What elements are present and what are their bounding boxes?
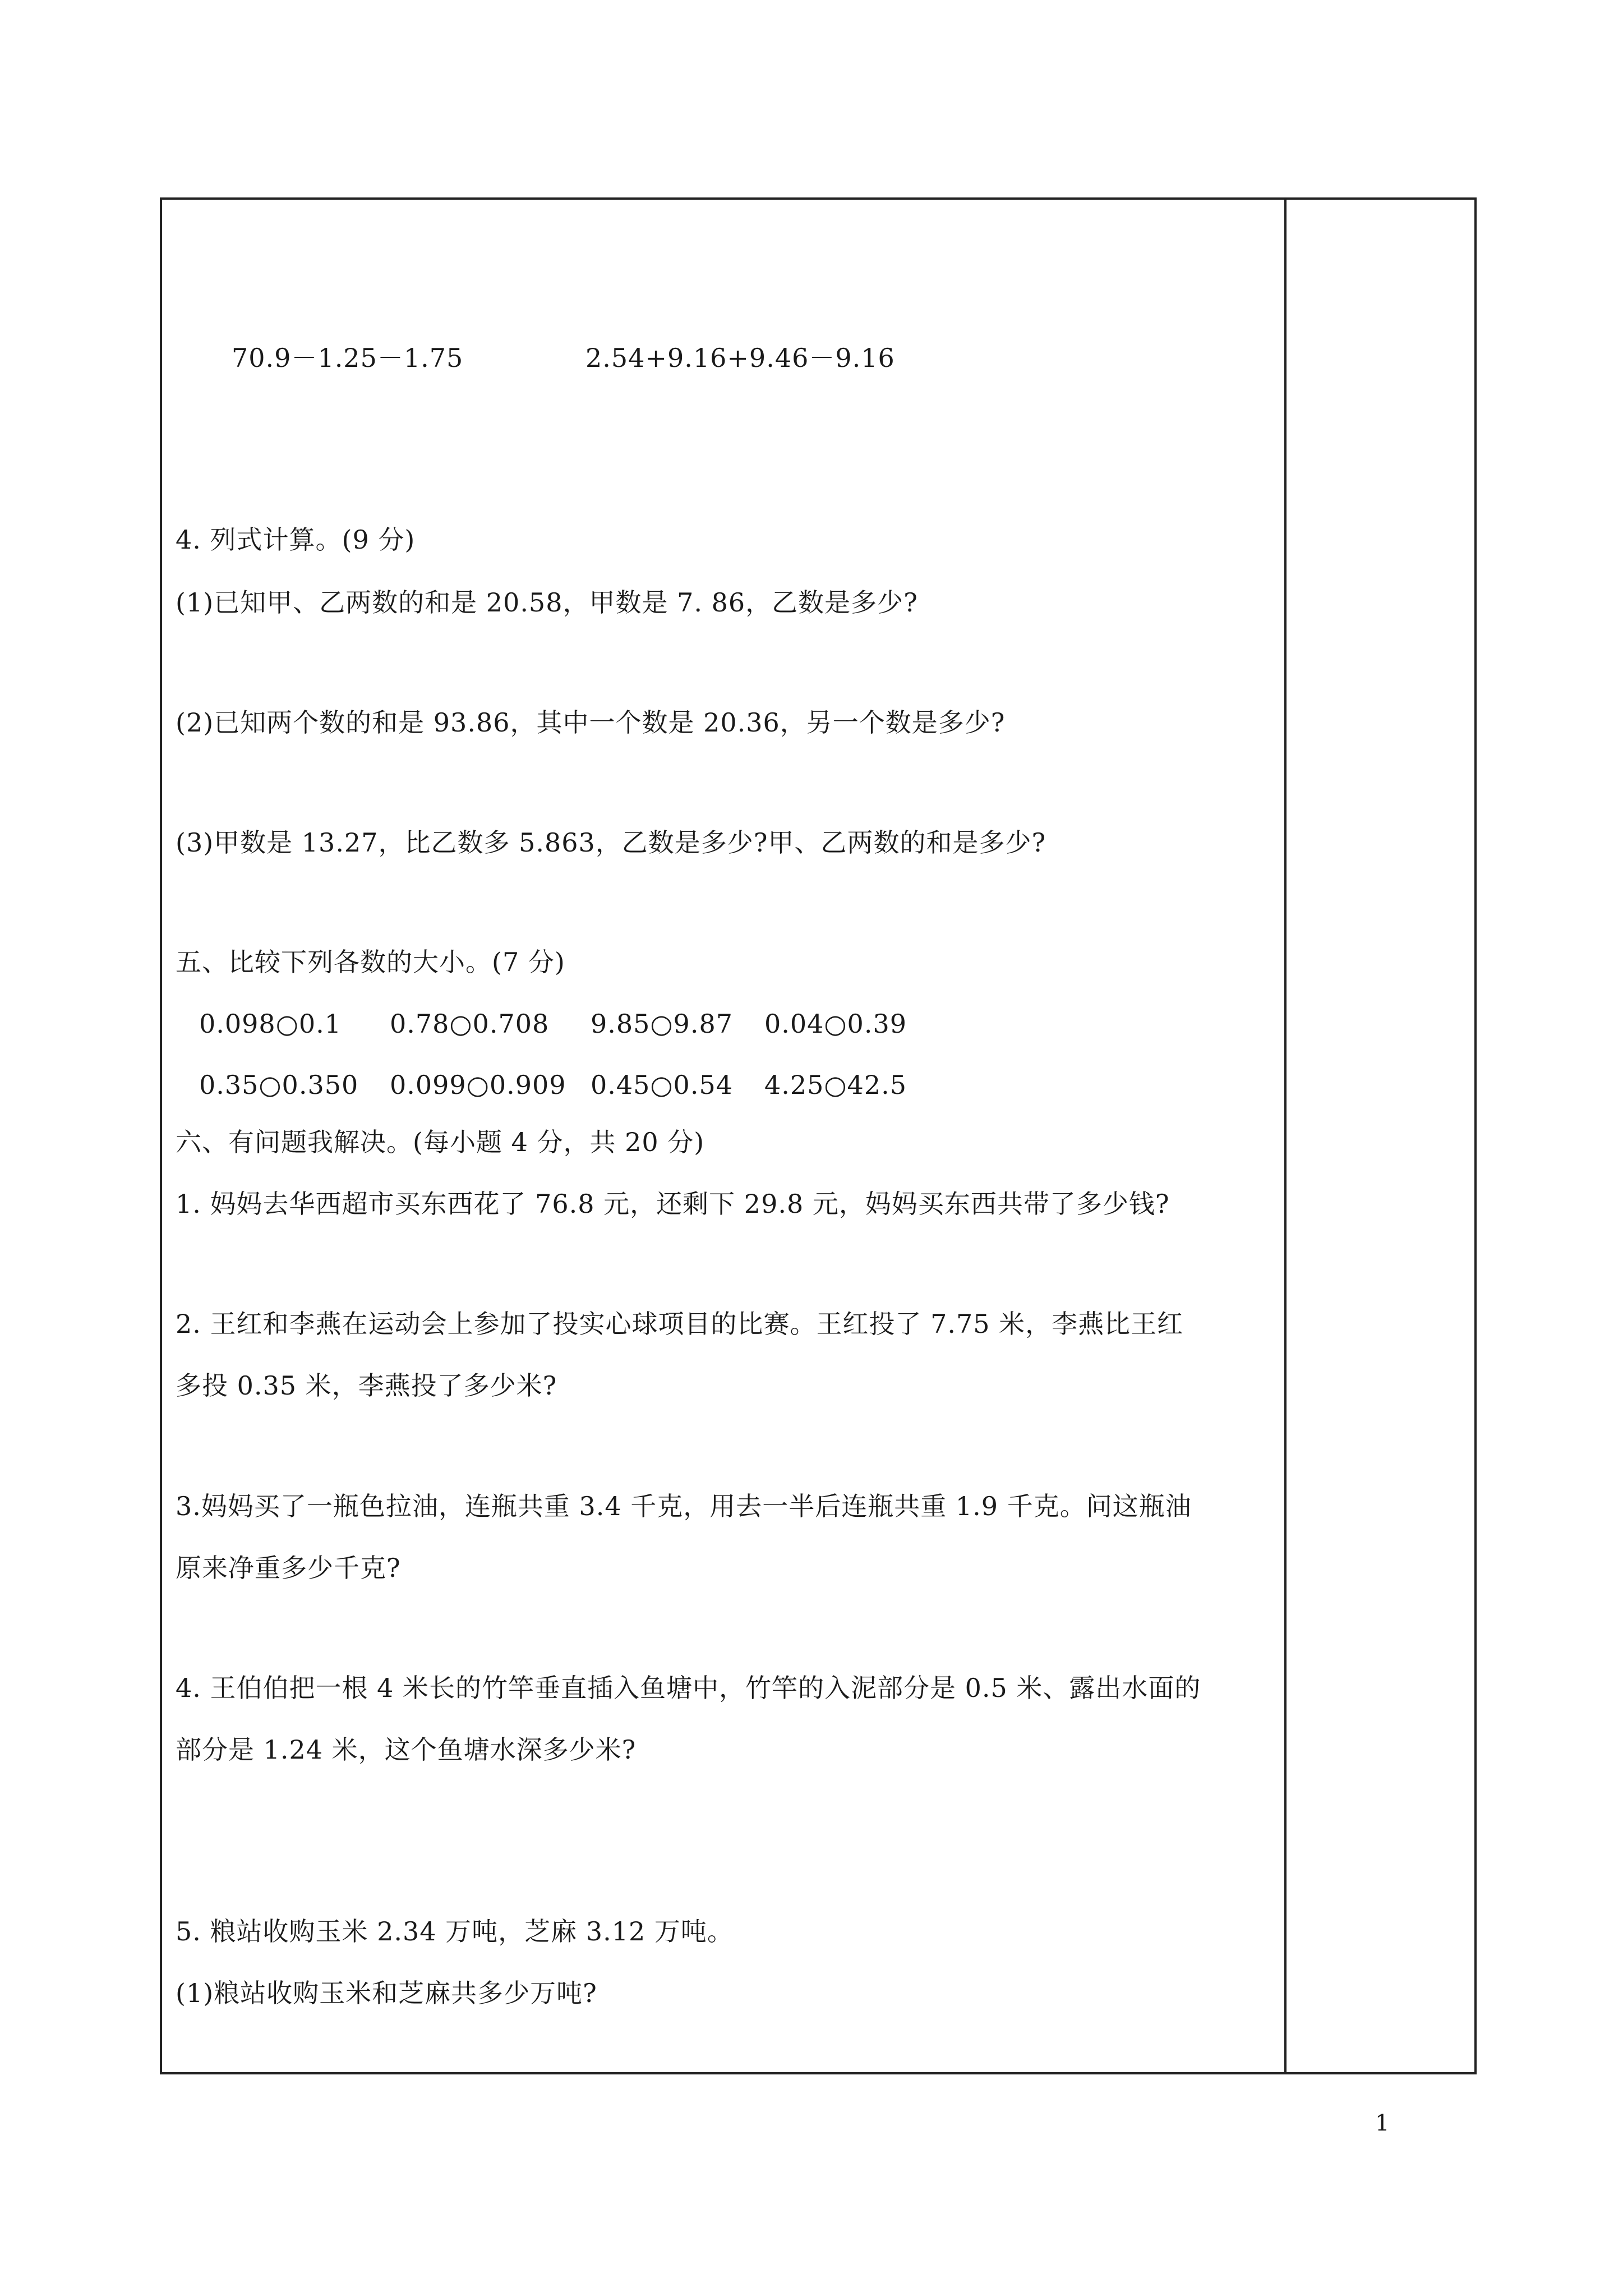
section4-question-3: (3)甲数是 13.27，比乙数多 5.863，乙数是多少?甲、乙两数的和是多少? [176,827,1046,858]
compare-item: 0.35○0.350 [199,1070,359,1100]
calc-expression-b: 2.54+9.16+9.46－9.16 [585,343,895,373]
problem-3-line-1: 3.妈妈买了一瓶色拉油，连瓶共重 3.4 千克，用去一半后连瓶共重 1.9 千克。问这瓶油 [176,1491,1192,1521]
problem-2-line-2: 多投 0.35 米，李燕投了多少米? [176,1370,557,1401]
problem-2-line-1: 2. 王红和李燕在运动会上参加了投实心球项目的比赛。王红投了 7.75 米，李燕比王红 [176,1309,1184,1339]
problem-3-line-2: 原来净重多少千克? [176,1553,401,1583]
compare-item: 0.04○0.39 [764,1009,907,1039]
section6-heading: 六、有问题我解决。(每小题 4 分，共 20 分) [176,1127,705,1157]
compare-item: 9.85○9.87 [591,1009,733,1039]
problem-5-sub-1: (1)粮站收购玉米和芝麻共多少万吨? [176,1978,597,2008]
page-number: 1 [1375,2110,1390,2136]
compare-item: 0.78○0.708 [390,1009,550,1039]
compare-item: 4.25○42.5 [764,1070,907,1100]
section4-question-2: (2)已知两个数的和是 93.86，其中一个数是 20.36，另一个数是多少? [176,707,1006,738]
compare-row-1 [199,1007,907,1041]
compare-item: 0.099○0.909 [390,1070,566,1100]
problem-4-line-2: 部分是 1.24 米，这个鱼塘水深多少米? [176,1734,637,1765]
section4-question-1: (1)已知甲、乙两数的和是 20.58，甲数是 7. 86，乙数是多少? [176,587,918,618]
calc-expression-a: 70.9－1.25－1.75 [232,343,464,373]
compare-item: 0.098○0.1 [199,1009,342,1039]
section5-heading: 五、比较下列各数的大小。(7 分) [176,947,565,977]
section4-heading: 4. 列式计算。(9 分) [176,524,416,555]
problem-5-line-1: 5. 粮站收购玉米 2.34 万吨，芝麻 3.12 万吨。 [176,1916,734,1947]
compare-row-2 [199,1068,907,1102]
problem-1: 1. 妈妈去华西超市买东西花了 76.8 元，还剩下 29.8 元，妈妈买东西共带了多少钱? [176,1189,1170,1219]
column-divider [1284,197,1287,2074]
compare-item: 0.45○0.54 [591,1070,733,1100]
problem-4-line-1: 4. 王伯伯把一根 4 米长的竹竿垂直插入鱼塘中，竹竿的入泥部分是 0.5 米、露出水面的 [176,1673,1201,1703]
